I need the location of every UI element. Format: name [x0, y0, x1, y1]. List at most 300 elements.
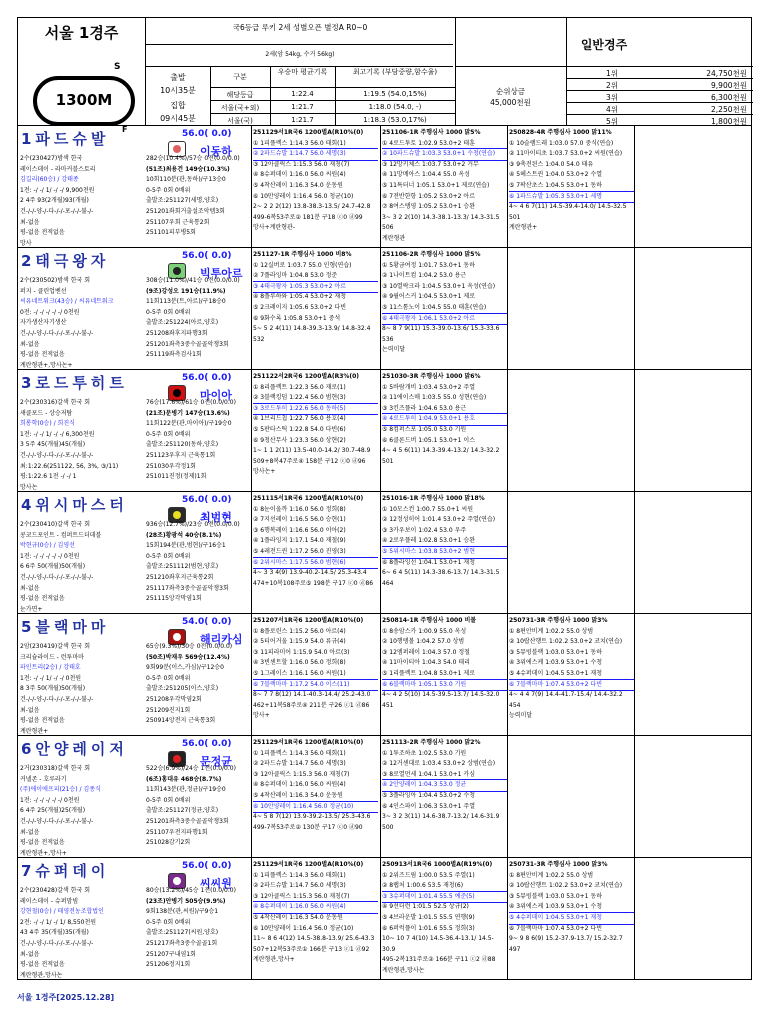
- record-line: ⑤ 4착산레이 1:16.3 54.0 운동원: [253, 181, 343, 189]
- info-line: 251115앙각막염1회: [146, 595, 202, 603]
- record-line: 망사+계란형관-: [253, 224, 295, 232]
- prize-rank: 1위: [606, 69, 619, 78]
- horse-entry: [17, 614, 752, 736]
- info-line: 251201좌측3중수골골악쟁3회: [146, 817, 229, 825]
- info-line: 936승(12.7%)/23승 0전(0.0/0.0): [146, 521, 240, 528]
- column-divider: [634, 736, 635, 857]
- record-line: ② 7지선레이 1:16.5 56.0 승현(1): [253, 516, 346, 524]
- info-line: 평-없음 전적없음: [20, 717, 65, 725]
- info-line: 콩코드포인트 - 컴퍼트드더데블: [20, 531, 102, 539]
- record-line: ⑤ 8컴퍼스포 1:05.0 53.0 기원: [382, 425, 467, 433]
- trainer-info: [146, 764, 266, 849]
- record-line: 2~ 2 2 2(12) 13.8-38.3-13.5/ 24.7-42.8: [253, 203, 371, 211]
- horse-info: [20, 886, 142, 981]
- info-line: 10회110분(관,동하)/구13승0: [146, 176, 226, 184]
- prize-rank: 2위: [606, 81, 619, 90]
- record-line: 6~ 6 4 5(11) 14.3-38.6-13.7/ 14.3-31.5: [382, 569, 500, 577]
- info-line: 파인트리(2승) / 강태호: [20, 664, 81, 672]
- prize-rank: 3위: [606, 93, 619, 102]
- info-line: 출발조:251112(범현,양호): [146, 563, 219, 571]
- rec-row-type: 서울(국): [227, 117, 253, 125]
- record-title: 250814-1R 주행심사 1000 비볼: [382, 617, 477, 624]
- record-line: ④ 11망메아스 1:04.4 55.0 옥성: [382, 171, 470, 179]
- info-line: 계란형관+: [20, 727, 49, 735]
- odds-value: 56.0( 0.0): [182, 251, 232, 261]
- record-line: 3~ 3 2 3(11) 14.6-38.7-13.2/ 14.6-31.9: [382, 813, 500, 821]
- race-record: [382, 860, 507, 977]
- info-line: 0-5주 0회 0배위: [146, 674, 191, 682]
- record-line: ⑥ 6퍼럭플이 1:01.6 55.5 정희(3): [382, 924, 475, 932]
- info-line: 건-/-/-양-/-다-/-/-포-/-/-불-/-: [20, 451, 94, 459]
- record-line: ① 4로드투토 1:02.9 53.0+2 태훈: [382, 139, 476, 147]
- record-line: 계란형관,망사논: [382, 966, 425, 974]
- info-line: 1전: -/ -/ 1/ -/ -/ 0천원: [20, 674, 82, 682]
- horse-entry: [17, 370, 752, 492]
- record-line: 계란형관+: [509, 224, 538, 232]
- race-record: [382, 128, 507, 245]
- info-line: 522승(6.9%)/24승 1전(0.0/0.0): [146, 765, 236, 772]
- record-line: ① 1투조하초 1:02.5 53.0 기원: [382, 749, 467, 757]
- info-line: 3 5주 45(개월)45(개월): [20, 441, 86, 449]
- prize-rank: 5위: [606, 117, 619, 126]
- record-line: 501: [382, 457, 394, 465]
- jockey-name: 씨씨원: [200, 877, 232, 890]
- record-line: ⑥ 4인스파이 1:06.3 53.0+1 주열: [382, 802, 476, 810]
- record-title: 251113-2R 주행심사 1000 맑2%: [382, 739, 481, 746]
- info-line: 251123우후지 근육통1회: [146, 451, 216, 459]
- start-flag-icon: S: [114, 62, 121, 72]
- trainer-info: [146, 398, 266, 483]
- odds-value: 56.0( 0.0): [182, 373, 232, 383]
- info-line: 최-없음: [20, 950, 40, 958]
- record-line: ① 12실버로 1:03.7 55.0 인형(연습): [253, 261, 352, 269]
- info-line: 251207구내염1회: [146, 950, 196, 958]
- record-title: 250731-3R 주행심사 1000 맑3%: [509, 617, 608, 624]
- record-line: ⑤ 1그레이스 1:16.1 56.0 씨원(1): [253, 669, 346, 677]
- record-title: 250913서1R국6 1000별A(R19%(0): [382, 861, 493, 868]
- odds-value: 54.0( 0.0): [182, 617, 232, 627]
- rec-header-best: 최고기록 (부담중량,함수율): [352, 68, 438, 76]
- race-record: [382, 738, 507, 833]
- info-line: 레이스데이 - 라마커블스토리: [20, 165, 96, 173]
- record-line: ③ 3슈퍼데이 1:01.4 55.5 예준(5): [382, 892, 507, 903]
- info-line: 0-5주 0회 0배위: [146, 796, 191, 804]
- column-divider: [380, 248, 381, 369]
- column-divider: [507, 126, 508, 247]
- race-record: [253, 738, 378, 833]
- column-divider: [380, 736, 381, 857]
- info-line: 251117좌측3중수골골악쟁3회: [146, 584, 229, 592]
- info-line: 2수(230502)밤색 한국 회: [20, 277, 90, 284]
- info-line: 섀클포드 - 상승저탐: [20, 409, 73, 417]
- rec-row-best: 1:19.5 (54.0,15%): [363, 90, 427, 98]
- record-line: ④ 1플라잉지 1:17.1 54.0 재철(9): [253, 537, 346, 545]
- record-line: ① 5바람개비 1:03.4 53.0+2 주열: [382, 383, 476, 391]
- info-line: 2수(230427)밤색 한국: [20, 155, 83, 162]
- info-line: 0-5주 0회 0배위: [146, 308, 191, 316]
- record-line: ④ 11마이티아 1:04.3 54.0 태리: [382, 659, 470, 667]
- record-line: 506: [382, 224, 394, 232]
- record-title: 251127-1R 주행심사 1000 비8%: [253, 251, 352, 258]
- rec-row-type: 서울(국+외): [220, 104, 260, 112]
- info-line: 최-없음: [20, 584, 40, 592]
- record-line: ③ 12망키체스 1:03.7 53.0+2 거무: [382, 160, 479, 168]
- info-line: 망사논: [20, 483, 38, 491]
- column-divider: [634, 126, 635, 247]
- info-line: 6 4주 25(개월)25(개월): [20, 807, 86, 815]
- info-line: 2암(230419)갈색 한국 회: [20, 643, 90, 650]
- prize-amount: 2,250천원: [711, 105, 747, 114]
- info-line: 251028감기2회: [146, 839, 191, 847]
- record-line: ⑤ 1리플렉트 1:04.8 53.0+1 제로: [382, 669, 476, 677]
- column-divider: [380, 126, 381, 247]
- record-line: ⑤ 2크레이지 1:05.6 53.0+2 다빈: [253, 303, 347, 311]
- record-line: ④ 2로우플레 1:02.8 53.0+1 승완: [382, 537, 476, 545]
- info-line: 11회113분(트,아르)/구18승0: [146, 298, 226, 306]
- record-line: ② 8랩처 1:00.6 53.5 재청(6): [382, 882, 464, 890]
- record-line: 4~ 4 5 6(11) 14.3-39.4-13.2/ 14.3-32.2: [382, 447, 500, 455]
- jockey-name: 이동하: [200, 145, 232, 158]
- column-divider: [507, 736, 508, 857]
- record-line: ④ 3빈센트할 1:16.0 56.0 정희(8): [253, 659, 346, 667]
- info-line: 평-없음 전적없음: [20, 229, 65, 237]
- prize-amount: 1,800천원: [711, 117, 747, 126]
- info-line: 251107우전지파행1회: [146, 828, 208, 836]
- record-line: ② 12거센대로 1:03.4 53.0+2 상범(연습): [382, 760, 496, 768]
- info-line: 강현철(0승) / 태영전농조합법인: [20, 908, 104, 916]
- record-line: ⑤ 11특터너 1:05.1 53.0+1 제로(연습): [382, 181, 490, 189]
- horse-entry: [17, 736, 752, 858]
- record-line: ⑤ 5위시마스 1:03.8 53.0+2 범현: [382, 547, 507, 558]
- info-line: 최-없음: [20, 706, 40, 714]
- info-line: (23조)안병기 505승(9.9%): [146, 897, 226, 905]
- record-line: ① 10모스컨 1:00.7 55.0+1 씨원: [382, 505, 474, 513]
- record-line: ① 8편안비계 1:02.2 55.0 상범: [509, 627, 594, 635]
- record-line: ② 7플라잉마 1:04.8 53.0 정준: [253, 272, 338, 280]
- record-line: ⑥ 6클론드버 1:05.1 53.0+1 이스: [382, 436, 476, 444]
- record-title: 251106-2R 주행심사 1000 맑5%: [382, 251, 481, 258]
- info-line: 2수(230428)갈색 한국 회: [20, 887, 90, 894]
- prize-amount: 24,750천원: [706, 69, 747, 78]
- record-line: ⑥ 4태극왕자 1:06.1 53.0+2 아르: [382, 314, 507, 325]
- race-record: [382, 250, 507, 356]
- info-line: 출발조:251120(동하,양호): [146, 441, 219, 449]
- info-line: 퍼지 - 클린업벤선: [20, 287, 67, 295]
- record-line: 454: [509, 701, 521, 709]
- record-line: ④ 8슈퍼데이 1:16.0 56.0 씨원(4): [253, 781, 346, 789]
- record-line: ④ 2안양레이 1:04.3 53.0 정균: [382, 780, 507, 791]
- info-line: 2 4주 93(2개월)93(개월): [20, 197, 89, 205]
- info-line: 251217좌측3중수골골1회: [146, 939, 218, 947]
- record-line: ④ 8플루하와 1:05.4 53.0+2 재청: [253, 293, 347, 301]
- race-record: [253, 860, 378, 966]
- rec-header-avg: 우승마 평균기록: [277, 68, 328, 76]
- record-line: ⑥ 9청산무사 1:23.3 56.0 상현(2): [253, 436, 346, 444]
- race-record: [382, 494, 507, 589]
- info-line: 건-/-/-양-/-다-/-/-포-/-/-불-/-: [20, 817, 94, 825]
- info-line: 251011진정(정제)1회: [146, 473, 207, 481]
- info-line: 2거(230318)갈색 한국 회: [20, 765, 90, 772]
- prize-amount: 6,300천원: [711, 93, 747, 102]
- trainer-info: [146, 642, 266, 727]
- record-line: ⑥ 6블랙마마 1:05.1 53.0 기원: [382, 680, 507, 691]
- record-line: ③ 12아클릭스 1:15.3 56.0 재칭(7): [253, 892, 350, 900]
- record-line: ⑤ 7팍산초스 1:04.5 53.0+1 동하: [509, 181, 603, 189]
- info-line: 건-/-/-양-/-다-/-/-포-/-/-불-/-: [20, 695, 94, 703]
- horse-info: [20, 276, 142, 371]
- horse-info: [20, 154, 142, 249]
- trainer-info: [146, 520, 266, 605]
- horse-name: 3로드투히트: [21, 374, 128, 392]
- race-record: [253, 494, 378, 589]
- odds-value: 56.0( 0.0): [182, 495, 232, 505]
- info-line: 자가생산자기생산: [20, 319, 67, 327]
- record-line: ③ 11피라미어 1:15.9 54.0 아르(3): [253, 648, 350, 656]
- horse-name: 4위시마스터: [21, 496, 128, 514]
- race-record: [509, 860, 634, 955]
- info-line: 최-없음: [20, 340, 40, 348]
- info-line: (51조)최용건 149승(10.3%): [146, 165, 230, 173]
- record-line: 4~ 4 2 5(10) 14.5-39.5-13.7/ 14.5-32.0: [382, 691, 500, 699]
- rec-header-type: 구분: [233, 73, 247, 81]
- record-line: ④ 8슈퍼데이 1:16.0 56.0 씨원(4): [253, 171, 346, 179]
- record-line: ① 5황금여정 1:01.7 53.0+1 동하: [382, 261, 476, 269]
- record-line: ⑤ 11스톰노이 1:04.5 55.0 태훈(연습): [382, 303, 487, 311]
- column-divider: [634, 492, 635, 613]
- record-line: 논력미달: [382, 346, 406, 354]
- info-line: 박현규(0승) / 김영선: [20, 542, 75, 550]
- column-divider: [380, 614, 381, 735]
- info-line: 평-없음 전적없음: [20, 961, 65, 969]
- odds-value: 56.0( 0.0): [182, 129, 232, 139]
- info-line: 8 3주 50(개월)50(개월): [20, 685, 86, 693]
- column-divider: [507, 614, 508, 735]
- record-line: ⑤ 4슈퍼데이 1:04.5 53.0+1 재청: [509, 669, 603, 677]
- track-distance: 1300M: [33, 76, 135, 126]
- record-line: ② 10랍산행트 1:02.2 53.0+2 코치(연습): [509, 882, 623, 890]
- record-line: ① 8눈이올까 1:16.0 56.0 정희(8): [253, 505, 346, 513]
- record-line: ② 12정성히어 1:01.4 53.0+2 주열(연습): [382, 516, 496, 524]
- info-line: 6 6주 50(개월)50(개월): [20, 563, 86, 571]
- info-line: 건-/-/-양-/-다-/-/-포-/-/-불-/-: [20, 573, 94, 581]
- info-line: 최-없음: [20, 218, 40, 226]
- info-line: 평-없음 전적없음: [20, 595, 65, 603]
- column-divider: [634, 248, 635, 369]
- record-line: ① 2위즈드림 1:00.0 53.5 주열(1): [382, 871, 475, 879]
- record-title: 251016-1R 주행심사 1000 맑18%: [382, 495, 485, 502]
- record-line: ⑥ 8플라잉선 1:04.1 53.0+1 재청: [382, 558, 476, 566]
- odds-value: 56.0( 0.0): [182, 739, 232, 749]
- record-line: ⑥ 10안양레이 1:16.4 56.0 정균(10): [253, 802, 378, 813]
- record-line: ⑤ 4착산레이 1:16.3 54.0 운동원: [253, 913, 343, 921]
- record-line: ② 10파드슈발 1:03.3 53.0+1 수청(연습): [382, 149, 507, 160]
- record-line: 4~ 3 3 4(9) 13.9-40.2-14.5/ 25.3-43.4: [253, 569, 367, 577]
- finish-flag-icon: F: [122, 125, 128, 134]
- record-line: ④ 3위에스케 1:03.9 53.0+1 수청: [509, 659, 603, 667]
- start-time: 10시35분: [160, 86, 196, 95]
- weight-note: 2세(암 54kg, 수거 56kg): [265, 51, 335, 58]
- record-line: 4~ 5 8 7(12) 13.9-39.2-13.5/ 25.3-43.6: [253, 813, 371, 821]
- horse-entry: [17, 248, 752, 370]
- record-line: ① 1피플렉스 1:14.3 56.0 태회(1): [253, 871, 346, 879]
- record-line: ③ 3카우보이 1:02.4 53.0 우주: [382, 526, 467, 534]
- race-record: [382, 372, 507, 467]
- horse-entry: [17, 492, 752, 614]
- info-line: 2수(230410)갈색 한국 회: [20, 521, 90, 528]
- record-line: ② 3블랙킹덤 1:22.4 56.0 범현(3): [253, 394, 346, 402]
- record-line: ② 11마이티초 1:03.7 53.0+2 씨원(연습): [509, 150, 623, 158]
- prize-label: 순위상금: [496, 87, 525, 96]
- horse-info: [20, 520, 142, 615]
- record-title: 251030-3R 주행심사 1000 맑6%: [382, 373, 481, 380]
- info-line: 251030우각정1회: [146, 462, 196, 470]
- info-line: 계란형관+,망사논+: [20, 361, 73, 369]
- info-line: 1전: -/ -/ 1/ -/ -/ 9,900천원: [20, 186, 95, 194]
- record-line: ④ 9선더런 1:01.5 52.5 상규(2): [382, 903, 469, 911]
- rec-row-best: 1:18.0 (54.0, -): [368, 103, 422, 111]
- info-line: 9회138분(관,씨원)/구9승1: [146, 908, 219, 916]
- rec-row-avg: 1:22.4: [291, 90, 314, 98]
- info-line: 15회194분(관,범현)/구16승1: [146, 542, 226, 550]
- record-line: ③ 5뮤빙블랙 1:03.0 53.0+1 동하: [509, 648, 603, 656]
- record-line: ⑤ 4착산레이 1:16.3 54.0 운동원: [253, 791, 343, 799]
- info-line: (21조)문병기 147승(13.6%): [146, 409, 230, 417]
- record-line: ③ 8로열먼세 1:04.1 53.0+1 카심: [382, 770, 476, 778]
- record-line: ④ 1브리드칩 1:22.7 56.0 용호(4): [253, 415, 346, 423]
- info-line: 출발조:251127(정균,양호): [146, 807, 219, 815]
- column-divider: [634, 858, 635, 979]
- start-label: 출발: [170, 73, 186, 82]
- info-line: 251119좌측검사1회: [146, 351, 202, 359]
- column-divider: [380, 858, 381, 979]
- horse-name: 2태극왕자: [21, 252, 110, 270]
- record-line: ③ 12아클릭스 1:15.3 56.0 재칭(7): [253, 770, 350, 778]
- race-title: 서울 1경주: [44, 24, 119, 42]
- info-line: 0-5주 0회 0배위: [146, 186, 191, 194]
- column-divider: [380, 370, 381, 491]
- info-line: 계란형관+,망사+: [20, 849, 67, 857]
- race-record: [253, 372, 378, 478]
- info-line: 출발조:251205(이스,양호): [146, 685, 219, 693]
- record-title: 251129서1R국6 1200별A(R10%(0): [253, 739, 364, 746]
- prize-amount: 9,900천원: [711, 81, 747, 90]
- record-line: ② 10랍산행트 1:02.2 53.0+2 코치(연습): [509, 638, 623, 646]
- record-line: ⑥ 7전반한항 1:05.2 53.0+2 아르: [382, 192, 476, 200]
- record-title: 251129서1R국6 1200별A(R10%(0): [253, 129, 364, 136]
- info-line: 1전: -/ -/ 1/ -/ -/ 6,300천원: [20, 430, 95, 438]
- info-line: 251201좌측3중수골골악쟁3회: [146, 340, 229, 348]
- column-divider: [507, 370, 508, 491]
- info-line: 1전: -/ -/ -/ -/ -/ 0천원: [20, 796, 80, 804]
- record-title: 251122서2R국6 1200별A(R3%(0): [253, 373, 360, 380]
- record-line: ⑤ 4레전드퀸 1:17.2 56.0 진영(3): [253, 547, 346, 555]
- record-line: ⑥ 7블랙마마 1:17.2 54.0 이스(11): [253, 680, 378, 691]
- horse-name: 5블랙마마: [21, 618, 110, 636]
- record-line: ⑥ 1파드슈발 1:05.3 53.0+1 세명: [509, 192, 634, 203]
- info-line: 출발조:251127(씨원,양호): [146, 929, 219, 937]
- record-line: 계란형관: [382, 234, 406, 242]
- record-line: ③ 4태극왕자 1:05.3 53.0+2 아르: [253, 282, 378, 293]
- record-line: ① 8송암스카 1:00.9 55.0 옥성: [382, 627, 467, 635]
- info-line: 출발조:251224(아르,양호): [146, 319, 219, 327]
- record-line: 501: [509, 213, 521, 221]
- record-line: ⑤ 3플라잉아 1:04.4 53.0+2 수청: [382, 791, 476, 799]
- record-line: 532: [253, 335, 265, 343]
- info-line: 2수(230316)갈색 한국 회: [20, 399, 90, 406]
- horse-name: 7슈퍼데이: [21, 862, 110, 880]
- info-line: 크리슐라이드 - 런투마마: [20, 653, 84, 661]
- record-line: ④ 3위에스케 1:03.9 53.0+1 수청: [509, 903, 603, 911]
- horse-name: 1파드슈발: [21, 130, 110, 148]
- record-line: ⑥ 10만양레이 1:16.4 56.0 정균(10): [253, 924, 354, 932]
- gather-time: 09시45분: [160, 114, 196, 123]
- record-line: ② 1나이트컴 1:04.2 53.0 용근: [382, 272, 467, 280]
- info-line: 282승(10.4%)/57승 0전(0.0/0.0): [146, 155, 240, 162]
- column-divider: [634, 370, 635, 491]
- jockey-name: 최범현: [200, 511, 232, 524]
- column-divider: [507, 858, 508, 979]
- info-line: 계란형관,망사논: [20, 971, 63, 979]
- record-title: 251106-1R 주행심사 1000 맑5%: [382, 129, 481, 136]
- horse-info: [20, 398, 142, 493]
- record-line: 499-6복53주로② 181분 구18 ⓒ0 ⓓ99: [253, 213, 363, 221]
- info-line: 0전: -/ -/ -/ -/ -/ 0천원: [20, 308, 80, 316]
- info-line: 출발조:251127(세명,양호): [146, 197, 219, 205]
- record-line: ① 1피플렉스 1:14.3 56.0 태회(1): [253, 749, 346, 757]
- record-line: ① 1피플렉스 1:14.3 56.0 태회(1): [253, 139, 346, 147]
- info-line: 평-없음 전적없음: [20, 351, 65, 359]
- info-line: 건-/-/-양-/-다-/-/-포-/-/-불-/-: [20, 329, 94, 337]
- record-line: ⑤ 4슈퍼데이 1:04.5 53.0+1 재청: [509, 913, 634, 924]
- record-line: ② 11에이스매 1:03.5 55.0 성현(연습): [382, 394, 487, 402]
- column-divider: [507, 248, 508, 369]
- record-line: ① 10슬램드래 1:03.0 57.0 중식(연습): [509, 139, 614, 147]
- record-line: 462+11복58주로④ 211분 구26 ⓒ1 ⓓ86: [253, 701, 370, 709]
- record-line: ⑥ 9화수록 1:05.8 53.0+1 중석: [253, 314, 341, 322]
- info-line: 최:1:22.6(251122, 56, 3%, ③/11): [20, 462, 119, 470]
- record-line: 5~ 5 2 4(11) 14.8-39.3-13.9/ 14.8-32.4: [253, 325, 371, 333]
- record-line: ⑤ 4브라운발 1:01.5 55.5 연행(9): [382, 913, 475, 921]
- record-line: 536: [382, 335, 394, 343]
- jockey-name: 문정균: [200, 755, 232, 768]
- record-title: 250731-3R 주행심사 1000 맑3%: [509, 861, 608, 868]
- info-line: 76승(17.6%)/61승 0전(0.0/0.0): [146, 399, 236, 406]
- info-line: 1전: -/ -/ -/ -/ -/ 0천원: [20, 552, 80, 560]
- record-title: 251207서1R국6 1200별A(R10%(0): [253, 617, 364, 624]
- jockey-name: 해리카심: [200, 633, 243, 646]
- record-line: ④ 5헤스트퀸 1:04.0 53.0+2 수열: [509, 171, 603, 179]
- column-divider: [380, 492, 381, 613]
- info-line: (28조)황광석 40승(8.1%): [146, 531, 222, 539]
- jockey-name: 마이아: [200, 389, 232, 402]
- info-line: 0-5주 0회 0배위: [146, 430, 191, 438]
- record-line: 망사+: [253, 712, 270, 720]
- race-record: [382, 616, 507, 711]
- info-line: 251206정지1회: [146, 961, 191, 969]
- info-line: 희롱학(0승) / 희진식: [20, 420, 75, 428]
- record-line: 계란형관,망사+: [253, 956, 295, 964]
- record-line: 474+10복108주로⑤ 198분 구17 ⓒ0 ⓓ86: [253, 579, 374, 587]
- info-line: 망사: [20, 239, 32, 247]
- record-line: ③ 3킨즈플라 1:04.6 53.0 용근: [382, 404, 467, 412]
- record-line: 499-7복53주로② 130분 구17 ⓒ0 ⓓ90: [253, 823, 363, 831]
- record-line: ⑥ 7블랙마마 1:07.4 53.0+2 다빈: [509, 924, 603, 932]
- record-line: 능력미달: [509, 712, 533, 720]
- info-line: 건-/-/-양-/-다-/-/-포-/-/-불-/-: [20, 939, 94, 947]
- column-divider: [507, 492, 508, 613]
- trainer-info: [146, 154, 266, 239]
- record-line: ② 2파드슈발 1:14.7 56.0 세명(3): [253, 882, 346, 890]
